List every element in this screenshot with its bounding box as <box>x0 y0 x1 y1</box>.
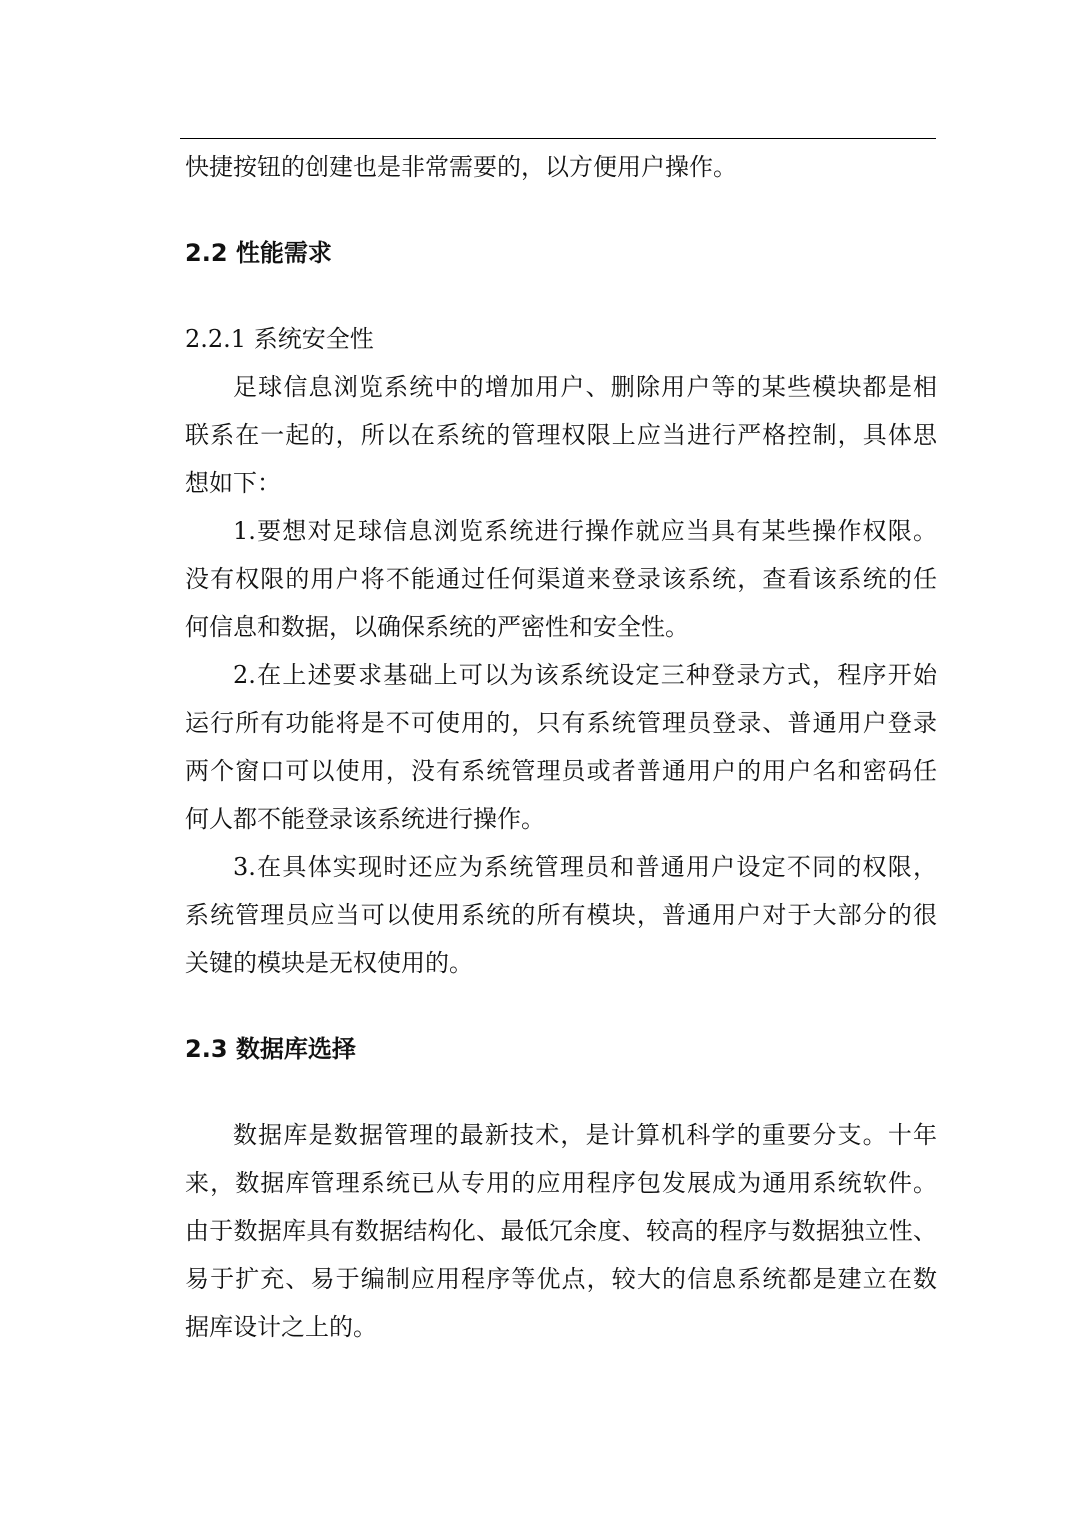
paragraph-line: 没有权限的用户将不能通过任何渠道来登录该系统，查看该系统的任 <box>185 565 937 593</box>
list-item-3 <box>185 843 937 987</box>
paragraph-line: 何信息和数据，以确保系统的严密性和安全性。 <box>185 613 689 641</box>
paragraph-line: 何人都不能登录该系统进行操作。 <box>185 805 545 833</box>
paragraph-line: 由于数据库具有数据结构化、最低冗余度、较高的程序与数据独立性、 <box>185 1217 937 1245</box>
paragraph-line: 来，数据库管理系统已从专用的应用程序包发展成为通用系统软件。 <box>185 1169 937 1197</box>
paragraph-line: 易于扩充、易于编制应用程序等优点，较大的信息系统都是建立在数 <box>185 1265 937 1293</box>
paragraph-line: 运行所有功能将是不可使用的，只有系统管理员登录、普通用户登录 <box>185 709 937 737</box>
paragraph-line: 系统管理员应当可以使用系统的所有模块，普通用户对于大部分的很 <box>185 901 937 929</box>
list-item-1 <box>185 507 937 651</box>
intro-line: 快捷按钮的创建也是非常需要的，以方便用户操作。 <box>185 153 737 181</box>
paragraph-security-intro <box>185 363 937 507</box>
paragraph-line: 联系在一起的，所以在系统的管理权限上应当进行严格控制，具体思 <box>185 421 937 449</box>
paragraph-line: 数据库是数据管理的最新技术，是计算机科学的重要分支。十年 <box>233 1121 937 1149</box>
header-rule <box>180 138 936 139</box>
section-2-3-heading: 2.3 数据库选择 <box>185 1035 356 1063</box>
paragraph-line: 两个窗口可以使用，没有系统管理员或者普通用户的用户名和密码任 <box>185 757 937 785</box>
paragraph-line: 想如下： <box>185 469 281 497</box>
paragraph-line: 2.在上述要求基础上可以为该系统设定三种登录方式，程序开始 <box>233 661 937 689</box>
paragraph-database <box>185 1111 937 1351</box>
list-item-2 <box>185 651 937 843</box>
paragraph-line: 据库设计之上的。 <box>185 1313 377 1341</box>
paragraph-line: 足球信息浏览系统中的增加用户、删除用户等的某些模块都是相 <box>233 373 937 401</box>
section-2-2-1-heading: 2.2.1 系统安全性 <box>185 325 374 353</box>
paragraph-line: 1.要想对足球信息浏览系统进行操作就应当具有某些操作权限。 <box>233 517 937 545</box>
section-2-2-heading: 2.2 性能需求 <box>185 239 332 267</box>
document-body <box>185 143 937 1351</box>
paragraph-line: 关键的模块是无权使用的。 <box>185 949 473 977</box>
paragraph-line: 3.在具体实现时还应为系统管理员和普通用户设定不同的权限， <box>233 853 937 881</box>
